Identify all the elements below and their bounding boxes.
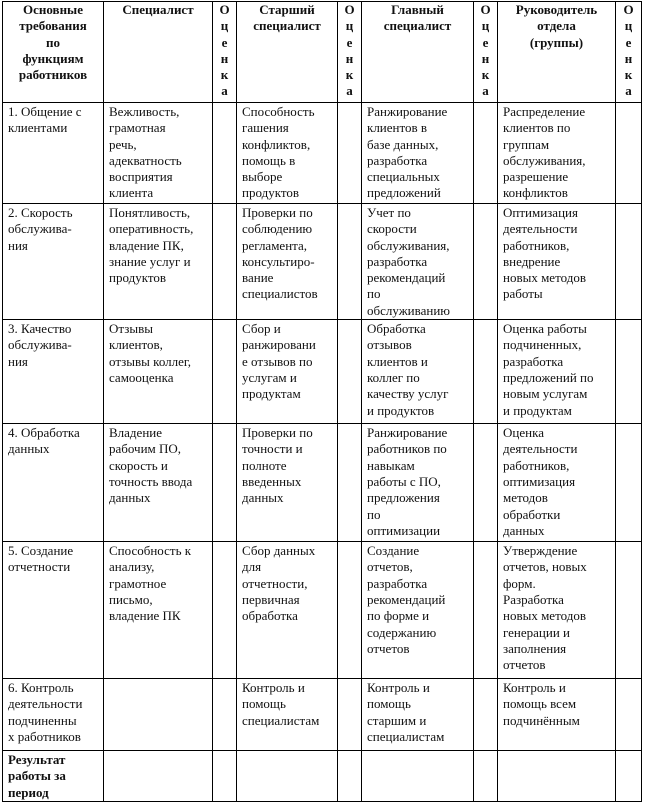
criterion-cell: 2. Скорость обслужива- ния [3,204,104,320]
score-cell[interactable] [338,204,362,320]
table-row [3,204,642,320]
header-score: О ц е н к а [616,2,642,103]
criterion-cell: 3. Качество обслужива- ния [3,320,104,424]
requirement-cell: Распределение клиентов по группам обслуживания, разрешение конфликтов [498,103,616,204]
requirement-cell: Отзывы клиентов, отзывы коллег, самооценка [104,320,213,424]
score-cell[interactable] [616,204,642,320]
score-cell[interactable] [338,679,362,751]
score-cell[interactable] [474,542,498,679]
criterion-cell: 4. Обработка данных [3,424,104,542]
score-cell[interactable] [474,103,498,204]
score-cell[interactable] [213,204,237,320]
competency-table [2,1,642,802]
requirement-cell: Утверждение отчетов, новых форм. Разработка новых методов генерации и заполнения отчетов [498,542,616,679]
score-cell[interactable] [213,751,237,802]
score-cell[interactable] [474,320,498,424]
table-row [3,679,642,751]
score-cell[interactable] [616,751,642,802]
requirement-cell: Проверки по точности и полноте введенных данных [237,424,338,542]
header-score: О ц е н к а [474,2,498,103]
score-cell[interactable] [616,320,642,424]
score-cell[interactable] [338,103,362,204]
score-cell[interactable] [474,679,498,751]
score-cell[interactable] [213,320,237,424]
result-cell[interactable] [237,751,338,802]
requirement-cell: Вежливость, грамотная речь, адекватность восприятия клиента [104,103,213,204]
result-label: Результат работы за период [3,751,104,802]
result-cell[interactable] [498,751,616,802]
criterion-cell: 5. Создание отчетности [3,542,104,679]
score-cell[interactable] [338,320,362,424]
requirement-cell: Ранжирование работников по навыкам работы с ПО, предложения по оптимизации [362,424,474,542]
requirement-cell: Создание отчетов, разработка рекомендаций по форме и содержанию отчетов [362,542,474,679]
requirement-cell: Оценка работы подчиненных, разработка предложений по новым услугам и продуктам [498,320,616,424]
score-cell[interactable] [338,424,362,542]
header-department-head: Руководитель отдела (группы) [498,2,616,103]
header-senior-specialist: Старший специалист [237,2,338,103]
score-cell[interactable] [338,542,362,679]
score-cell[interactable] [474,424,498,542]
table-row [3,103,642,204]
criterion-cell: 6. Контроль деятельности подчиненны х работников [3,679,104,751]
score-cell[interactable] [616,542,642,679]
header-chief-specialist: Главный специалист [362,2,474,103]
requirement-cell: Способность гашения конфликтов, помощь в выборе продуктов [237,103,338,204]
header-criteria: Основные требования по функциям работников [3,2,104,103]
score-cell[interactable] [474,751,498,802]
requirement-cell: Владение рабочим ПО, скорость и точность ввода данных [104,424,213,542]
score-cell[interactable] [213,103,237,204]
requirement-cell [104,679,213,751]
requirement-cell: Контроль и помощь всем подчинённым [498,679,616,751]
requirement-cell: Контроль и помощь старшим и специалистам [362,679,474,751]
table-row [3,320,642,424]
score-cell[interactable] [474,204,498,320]
score-cell[interactable] [338,751,362,802]
score-cell[interactable] [213,679,237,751]
header-score: О ц е н к а [213,2,237,103]
table-row [3,542,642,679]
score-cell[interactable] [616,679,642,751]
requirement-cell: Проверки по соблюдению регламента, консультиро- вание специалистов [237,204,338,320]
requirement-cell: Сбор и ранжировани е отзывов по услугам и продуктам [237,320,338,424]
criterion-cell: 1. Общение с клиентами [3,103,104,204]
header-row [3,2,642,103]
result-cell[interactable] [104,751,213,802]
requirement-cell: Обработка отзывов клиентов и коллег по качеству услуг и продуктов [362,320,474,424]
requirement-cell: Контроль и помощь специалистам [237,679,338,751]
requirement-cell: Оптимизация деятельности работников, внедрение новых методов работы [498,204,616,320]
score-cell[interactable] [616,424,642,542]
result-cell[interactable] [362,751,474,802]
result-row [3,751,642,802]
score-cell[interactable] [213,542,237,679]
requirement-cell: Оценка деятельности работников, оптимизация методов обработки данных [498,424,616,542]
table-row [3,424,642,542]
requirement-cell: Понятливость, оперативность, владение ПК, знание услуг и продуктов [104,204,213,320]
score-cell[interactable] [616,103,642,204]
requirement-cell: Ранжирование клиентов в базе данных, разработка специальных предложений [362,103,474,204]
header-score: О ц е н к а [338,2,362,103]
requirement-cell: Способность к анализу, грамотное письмо, владение ПК [104,542,213,679]
score-cell[interactable] [213,424,237,542]
header-specialist: Специалист [104,2,213,103]
requirement-cell: Сбор данных для отчетности, первичная обработка [237,542,338,679]
requirement-cell: Учет по скорости обслуживания, разработка рекомендаций по обслуживанию [362,204,474,320]
